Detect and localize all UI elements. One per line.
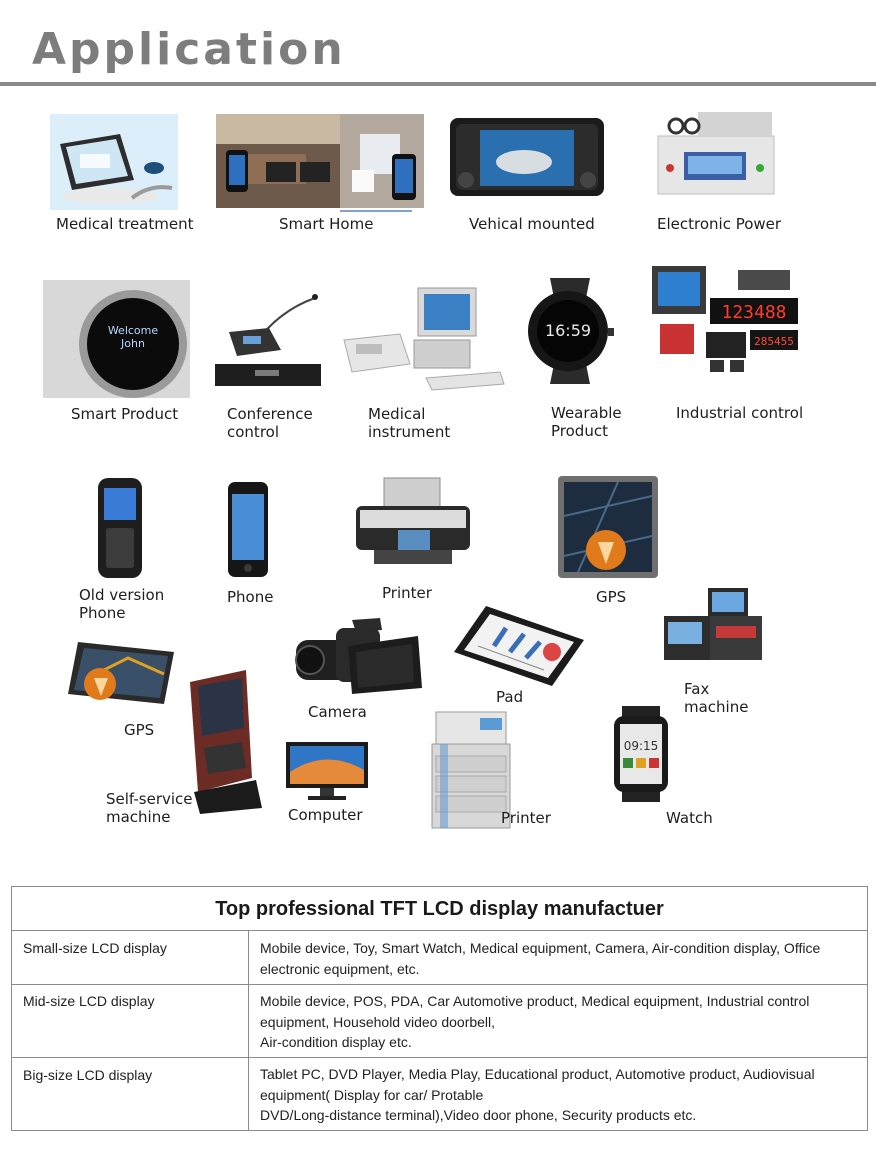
label-vehical-mounted: Vehical mounted (469, 215, 595, 233)
watch-image (612, 706, 670, 802)
label-fax-machine: Fax machine (684, 680, 749, 716)
uses-cell: Tablet PC, DVD Player, Media Play, Educational product, Automotive product, Audiovisual equipment( Display for car/ Protable DVD/Long-distance terminal),Video door phone, Security products etc. (260, 1066, 815, 1123)
table-row-divider (11, 1130, 867, 1131)
table-column-divider (248, 930, 249, 1130)
watch-screen-time: 09:15 (623, 739, 659, 753)
label-gps-2: GPS (124, 721, 155, 739)
industrial-control-image (650, 266, 800, 374)
printer-image-1 (354, 478, 472, 570)
table-row-divider (11, 1057, 867, 1058)
label-gps-1: GPS (596, 588, 627, 606)
label-medical-instrument: Medical instrument (368, 405, 451, 441)
label-conference-control: Conference control (227, 405, 313, 441)
table-title: Top professional TFT LCD display manufactuer (215, 898, 664, 920)
smart-product-screen-line-1: Welcome (107, 324, 159, 337)
smart-product-screen-line-2: John (121, 337, 145, 350)
self-service-machine-image (186, 668, 264, 816)
label-medical-treatment: Medical treatment (56, 215, 194, 233)
pad-image (454, 606, 584, 686)
computer-image (286, 742, 368, 800)
label-computer: Computer (288, 806, 363, 824)
industrial-control-display-2: 285455 (754, 335, 794, 348)
smart-product-image (43, 280, 190, 398)
label-old-version-phone: Old version Phone (79, 586, 165, 622)
industrial-control-display-1: 123488 (721, 302, 787, 323)
label-smart-product: Smart Product (71, 405, 179, 423)
label-wearable-product: Wearable Product (551, 404, 622, 440)
phone-image (227, 482, 269, 578)
label-printer-1: Printer (382, 584, 432, 602)
table-row-divider (11, 984, 867, 985)
electronic-power-image (654, 112, 778, 196)
wearable-product-screen-time: 16:59 (544, 321, 592, 340)
label-phone: Phone (227, 588, 274, 606)
size-cell: Mid-size LCD display (23, 993, 155, 1009)
old-version-phone-image (96, 478, 144, 580)
title-divider (0, 82, 876, 86)
label-self-service-machine: Self-service machine (106, 790, 193, 826)
vehical-mounted-image (450, 118, 604, 196)
gps-image-2 (68, 638, 176, 708)
printer-image-2 (430, 712, 512, 830)
camera-image (296, 618, 426, 698)
size-cell: Small-size LCD display (23, 940, 167, 956)
fax-machine-image (660, 586, 764, 664)
label-watch: Watch (666, 809, 713, 827)
label-industrial-control: Industrial control (676, 404, 804, 422)
gps-image-1 (558, 476, 658, 578)
medical-instrument-image (340, 284, 502, 392)
label-camera: Camera (308, 703, 367, 721)
label-printer-2: Printer (501, 809, 551, 827)
size-cell: Big-size LCD display (23, 1067, 153, 1083)
label-electronic-power: Electronic Power (657, 215, 782, 233)
label-pad: Pad (496, 688, 524, 706)
page-title: Application (32, 24, 346, 75)
smart-home-image (216, 114, 424, 212)
uses-cell: Mobile device, POS, PDA, Car Automotive product, Medical equipment, Industrial control equipment, Household video doorbell, Air-condition display etc. (260, 993, 810, 1050)
table-row-divider (11, 930, 867, 931)
medical-treatment-image (50, 114, 178, 210)
uses-cell: Mobile device, Toy, Smart Watch, Medical equipment, Camera, Air-condition display, Office electronic equipment, etc. (260, 940, 821, 977)
conference-control-image (215, 292, 321, 388)
label-smart-home: Smart Home (279, 215, 374, 233)
wearable-product-image (520, 278, 622, 384)
